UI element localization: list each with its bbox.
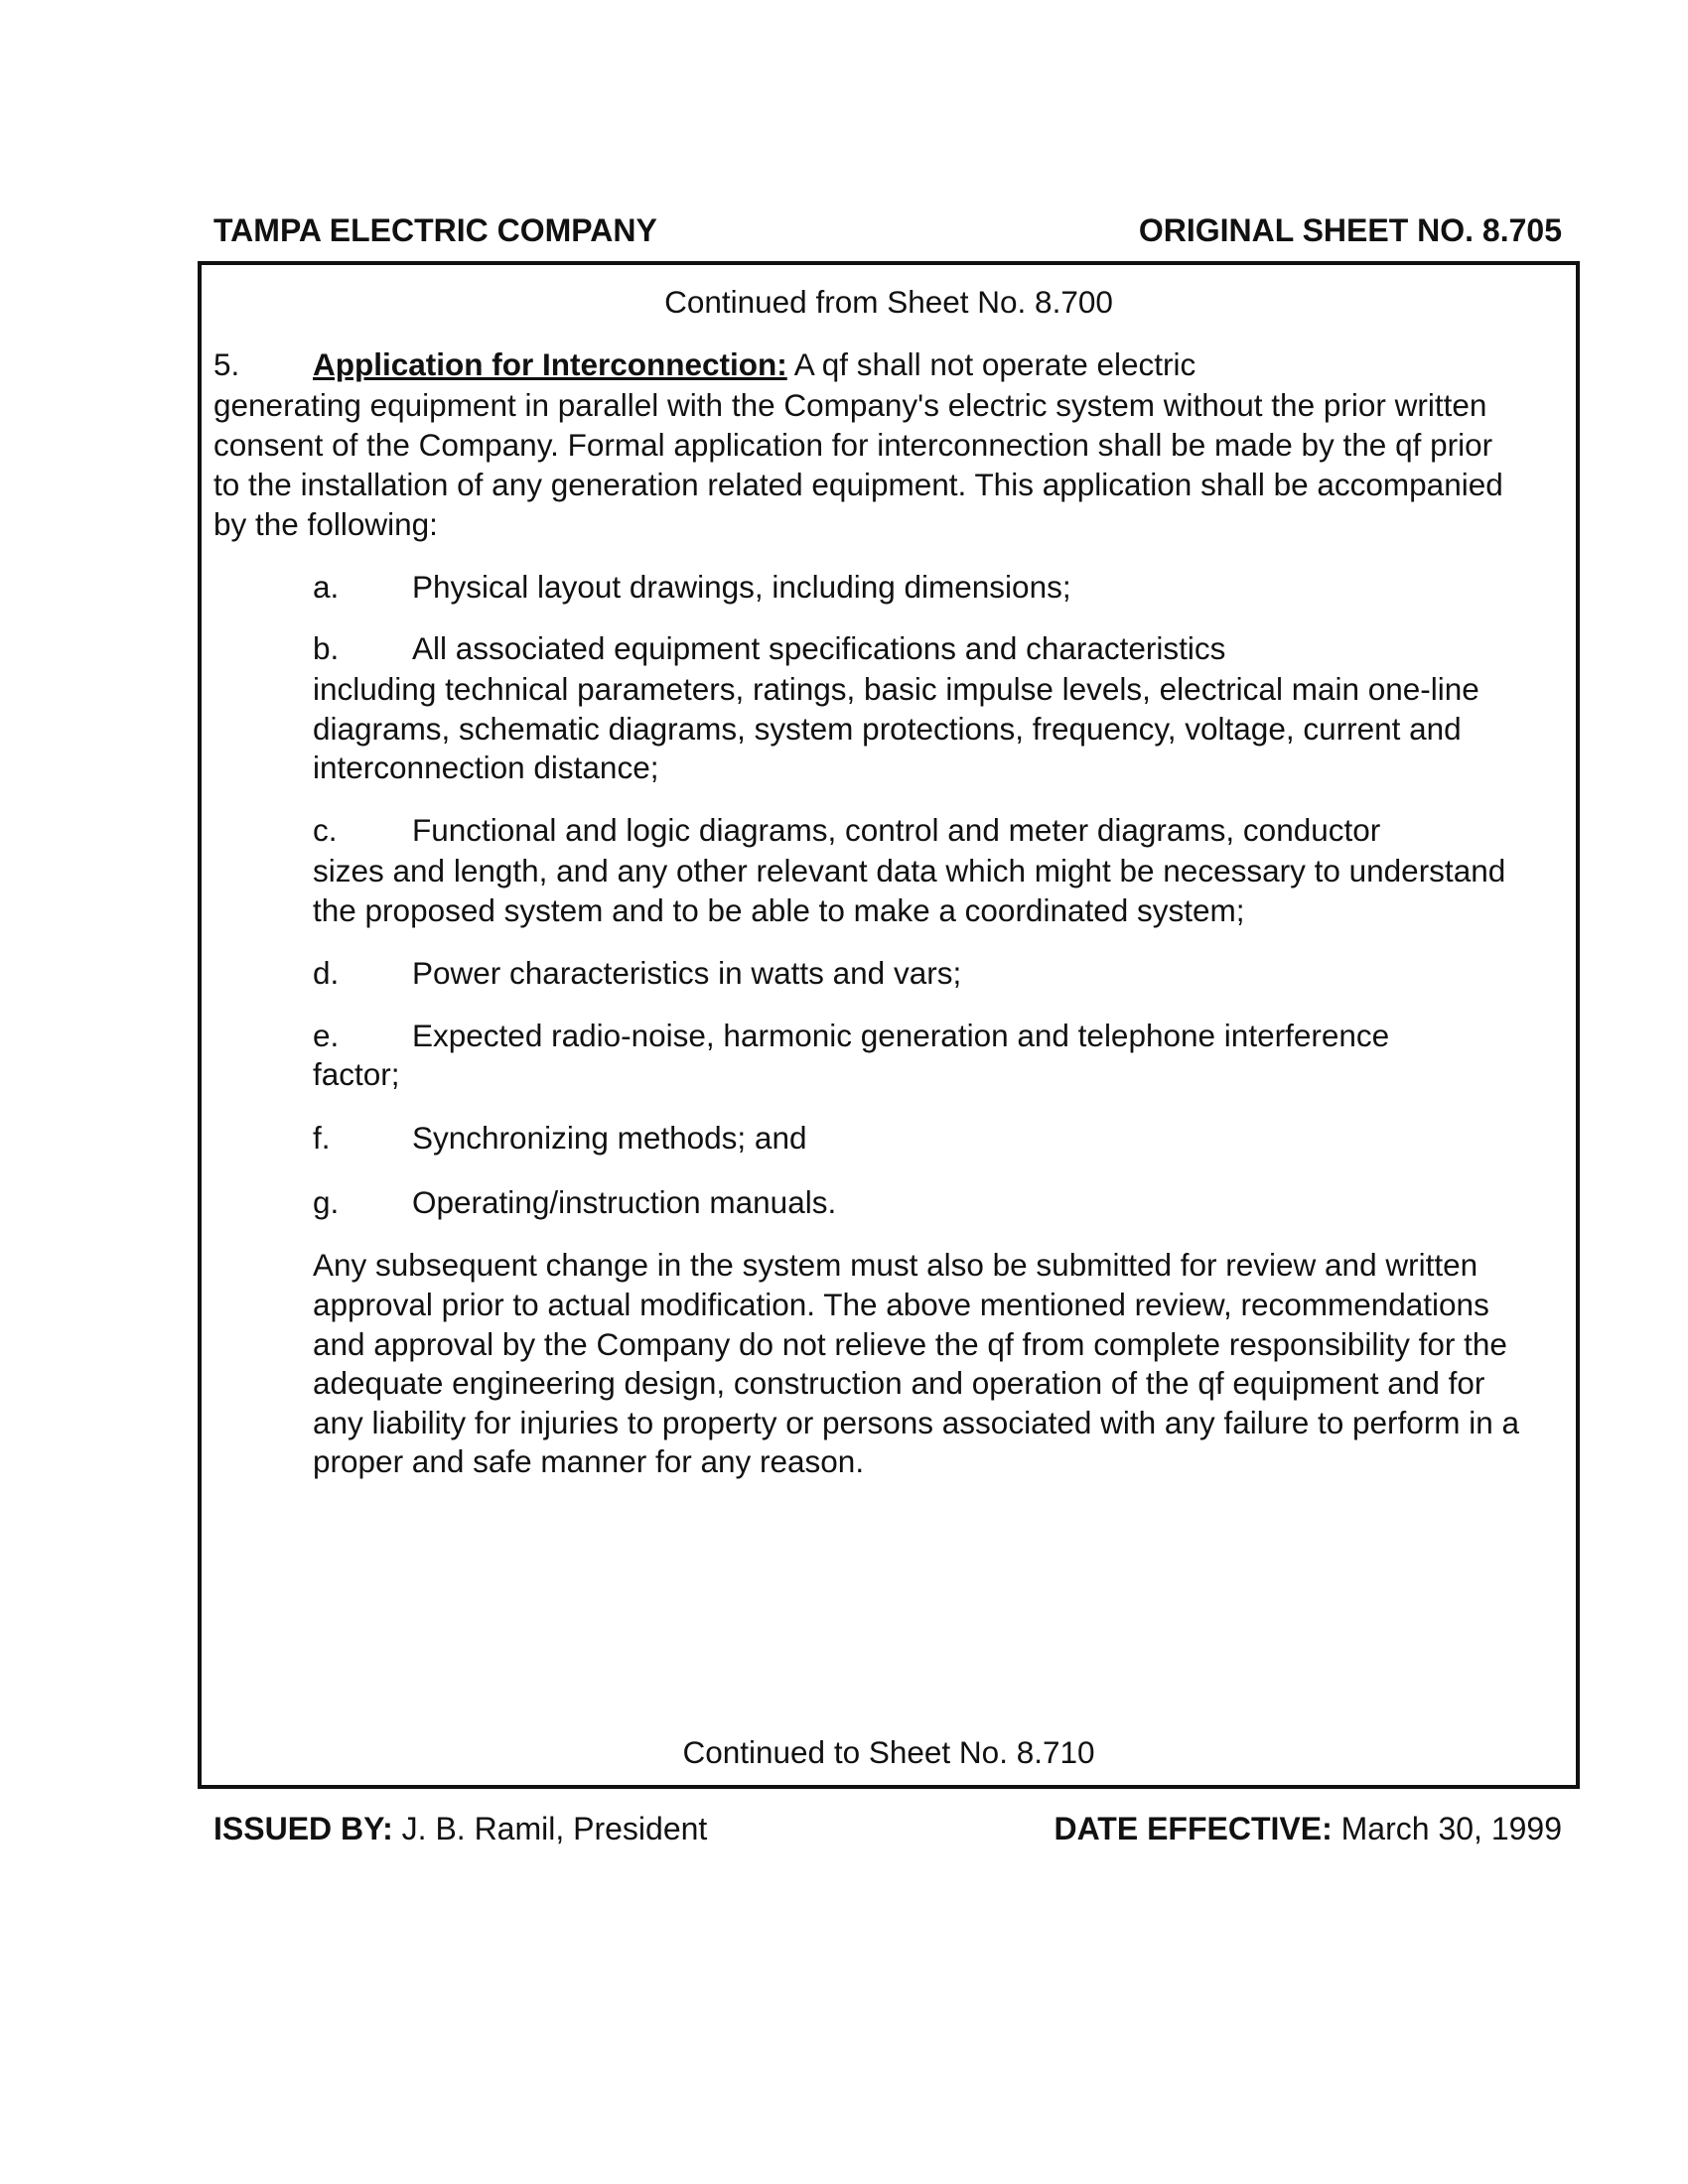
list-item-letter: b. <box>313 630 340 666</box>
closing-line: and approval by the Company do not relieve the qf from complete responsibility for the <box>313 1326 1507 1362</box>
list-item-text: Expected radio-noise, harmonic generation and telephone interference <box>412 1018 1390 1053</box>
date-effective <box>1054 1811 1562 1847</box>
date-effective-value: March 30, 1999 <box>1332 1811 1562 1846</box>
continued-to-note: Continued to Sheet No. 8.710 <box>682 1734 1095 1770</box>
list-item-letter: c. <box>313 812 338 848</box>
list-item-continuation: sizes and length, and any other relevant data which might be necessary to understand <box>313 853 1506 888</box>
list-item-text: Power characteristics in watts and vars; <box>412 955 962 991</box>
list-item-letter: a. <box>313 569 340 605</box>
closing-line: any liability for injuries to property or persons associated with any failure to perform in a <box>313 1405 1520 1440</box>
intro-line: to the installation of any generation related equipment. This application shall be accompanied <box>213 467 1503 502</box>
intro-line: generating equipment in parallel with the Company's electric system without the prior written <box>213 387 1487 423</box>
list-item-letter: d. <box>313 955 340 991</box>
list-item-continuation: including technical parameters, ratings, basic impulse levels, electrical main one-line <box>313 671 1479 707</box>
list-item-letter: f. <box>313 1120 331 1156</box>
list-item-text: Operating/instruction manuals. <box>412 1184 837 1220</box>
section-heading-line <box>313 344 1196 384</box>
intro-line: by the following: <box>213 506 438 542</box>
closing-line: proper and safe manner for any reason. <box>313 1443 865 1479</box>
page-footer <box>213 1811 1562 1847</box>
section-title: Application for Interconnection: <box>313 346 787 382</box>
section-number: 5. <box>213 346 240 382</box>
issued-by-value: J. B. Ramil, President <box>392 1811 708 1846</box>
company-name: TAMPA ELECTRIC COMPANY <box>213 212 657 248</box>
list-item-letter: e. <box>313 1018 340 1053</box>
issued-by-label: ISSUED BY: <box>213 1811 393 1846</box>
list-item-text: Synchronizing methods; and <box>412 1120 807 1156</box>
list-item-continuation: diagrams, schematic diagrams, system protections, frequency, voltage, current and <box>313 711 1462 747</box>
list-item-continuation: factor; <box>313 1056 400 1092</box>
list-item-text: All associated equipment specifications and characteristics <box>412 630 1226 666</box>
closing-line: adequate engineering design, construction and operation of the qf equipment and for <box>313 1365 1485 1401</box>
list-item-continuation: interconnection distance; <box>313 750 659 785</box>
list-item-text: Physical layout drawings, including dimensions; <box>412 569 1071 605</box>
tariff-content-box <box>198 261 1580 1789</box>
closing-line: approval prior to actual modification. The above mentioned review, recommendations <box>313 1287 1489 1322</box>
section-intro-first: A qf shall not operate electric <box>786 346 1196 382</box>
continued-from-note: Continued from Sheet No. 8.700 <box>664 284 1113 320</box>
closing-line: Any subsequent change in the system must also be submitted for review and written <box>313 1247 1478 1283</box>
list-item-letter: g. <box>313 1184 340 1220</box>
list-item-continuation: the proposed system and to be able to make a coordinated system; <box>313 892 1245 928</box>
date-effective-label: DATE EFFECTIVE: <box>1054 1811 1333 1846</box>
list-item-text: Functional and logic diagrams, control and meter diagrams, conductor <box>412 812 1381 848</box>
issued-by <box>213 1811 707 1847</box>
sheet-number: ORIGINAL SHEET NO. 8.705 <box>1138 212 1562 248</box>
intro-line: consent of the Company. Formal application for interconnection shall be made by the qf prior <box>213 427 1493 463</box>
page-header <box>213 212 1562 249</box>
